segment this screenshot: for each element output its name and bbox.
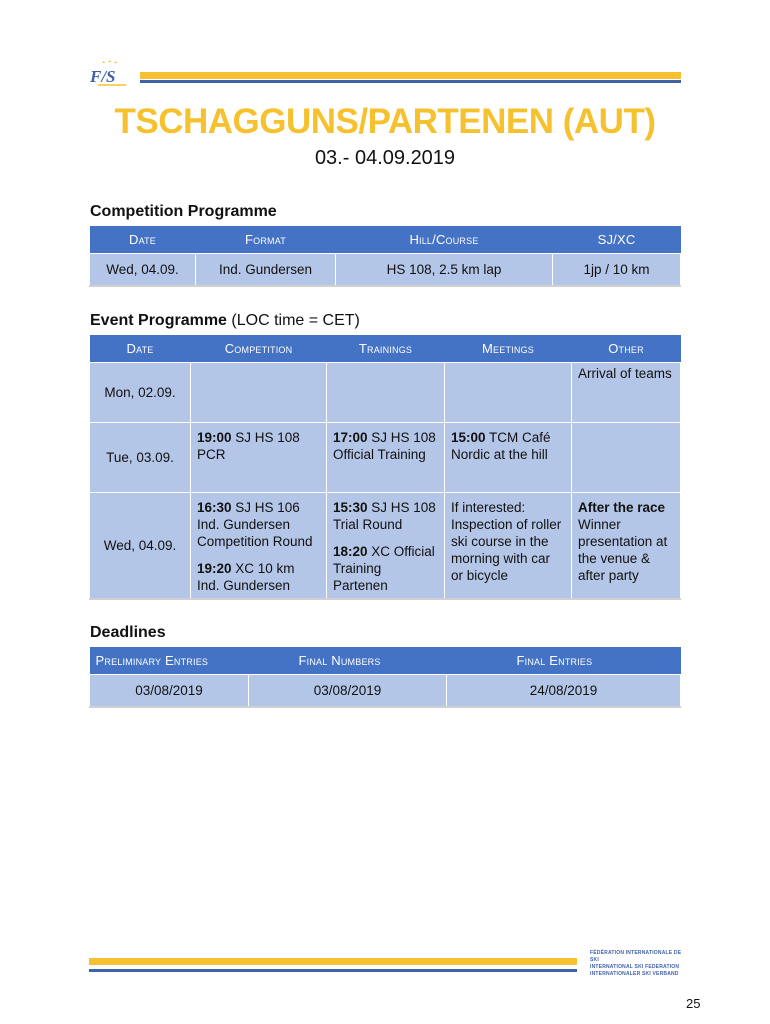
deadline-value: 03/08/2019 bbox=[249, 674, 447, 707]
table-row bbox=[90, 492, 681, 599]
page-number: 25 bbox=[686, 996, 701, 1011]
competition-cell bbox=[191, 362, 327, 422]
deadlines-heading: Deadlines bbox=[90, 624, 166, 641]
column-header: Competition bbox=[191, 335, 327, 362]
event-heading-note: (LOC time = CET) bbox=[231, 312, 360, 329]
page-title: TSCHAGGUNS/PARTENEN (AUT) bbox=[114, 102, 656, 141]
date-cell: Wed, 04.09. bbox=[90, 492, 191, 599]
other-cell bbox=[572, 422, 681, 492]
hill-cell: HS 108, 2.5 km lap bbox=[336, 253, 553, 286]
other-cell: Arrival of teams bbox=[572, 362, 681, 422]
table-row bbox=[90, 674, 681, 707]
column-header: Final Entries bbox=[447, 647, 681, 674]
competition-cell: 19:00 SJ HS 108 PCR bbox=[191, 422, 327, 492]
format-cell: Ind. Gundersen bbox=[196, 253, 336, 286]
table-header-row bbox=[90, 226, 681, 253]
date-cell: Wed, 04.09. bbox=[90, 253, 196, 286]
deadlines-table bbox=[89, 647, 681, 708]
event-dates: 03.- 04.09.2019 bbox=[314, 147, 456, 169]
table-row bbox=[90, 253, 681, 286]
competition-table bbox=[89, 226, 681, 287]
date-cell: Tue, 03.09. bbox=[90, 422, 191, 492]
date-cell: Mon, 02.09. bbox=[90, 362, 191, 422]
event-table bbox=[89, 335, 681, 600]
column-header: Meetings bbox=[445, 335, 572, 362]
other-cell: After the race Winner presentation at the venue & after party bbox=[572, 492, 681, 599]
table-header-row bbox=[90, 335, 681, 362]
deadline-value: 03/08/2019 bbox=[90, 674, 249, 707]
svg-text:F/S: F/S bbox=[90, 67, 116, 86]
table-header-row bbox=[90, 647, 681, 674]
deadline-value: 24/08/2019 bbox=[447, 674, 681, 707]
column-header: Format bbox=[196, 226, 336, 253]
column-header: Trainings bbox=[327, 335, 445, 362]
column-header: Other bbox=[572, 335, 681, 362]
table-row bbox=[90, 422, 681, 492]
footer-stripes bbox=[89, 958, 577, 972]
sjxc-cell: 1jp / 10 km bbox=[553, 253, 681, 286]
column-header: Hill/Course bbox=[336, 226, 553, 253]
fis-logo-icon bbox=[88, 60, 134, 86]
column-header: SJ/XC bbox=[553, 226, 681, 253]
meetings-cell: If interested: Inspection of roller ski course in the morning with car or bicycle bbox=[445, 492, 572, 599]
column-header: Date bbox=[90, 226, 196, 253]
meetings-cell bbox=[445, 362, 572, 422]
column-header: Preliminary Entries bbox=[90, 647, 249, 674]
trainings-cell: 15:30 SJ HS 108 Trial Round 18:20 XC Official Training Partenen bbox=[327, 492, 445, 599]
trainings-cell bbox=[327, 362, 445, 422]
header-stripes bbox=[140, 72, 681, 86]
table-row bbox=[90, 362, 681, 422]
event-heading-title: Event Programme bbox=[90, 312, 227, 329]
meetings-cell: 15:00 TCM Café Nordic at the hill bbox=[445, 422, 572, 492]
competition-heading: Competition Programme bbox=[90, 203, 277, 220]
footer-org-name: FÉDÉRATION INTERNATIONALE DE SKI INTERNATIONAL SKI FEDERATION INTERNATIONALER SKI VERBAND bbox=[590, 950, 682, 977]
event-heading bbox=[90, 312, 360, 330]
trainings-cell: 17:00 SJ HS 108 Official Training bbox=[327, 422, 445, 492]
column-header: Final Numbers bbox=[249, 647, 447, 674]
competition-cell: 16:30 SJ HS 106 Ind. Gundersen Competition Round 19:20 XC 10 km Ind. Gundersen bbox=[191, 492, 327, 599]
column-header: Date bbox=[90, 335, 191, 362]
